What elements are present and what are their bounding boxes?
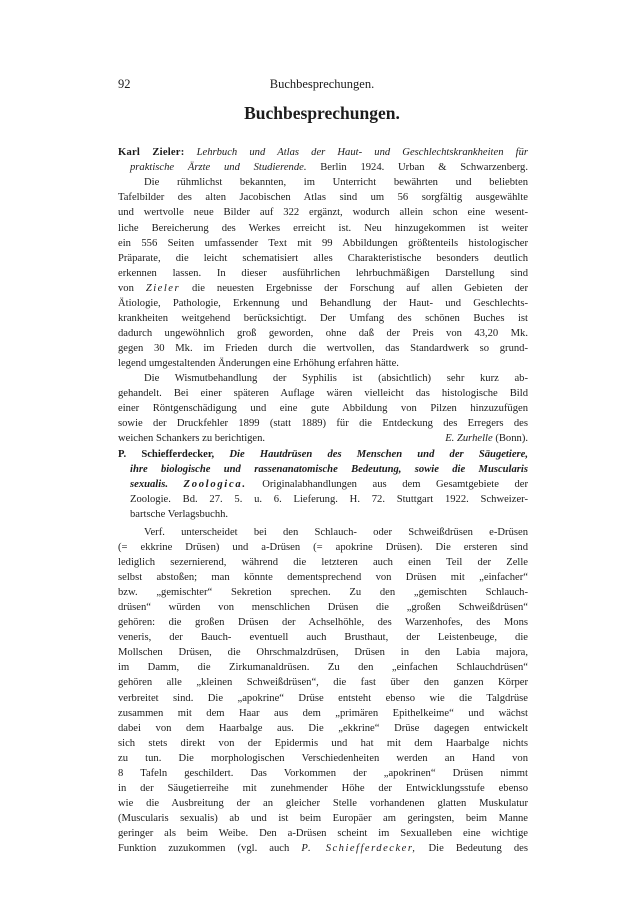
text-line: Funktion zuzukommen (vgl. auch P. Schiefferdecker, Die Bedeutung des bbox=[118, 842, 528, 854]
text-line: weichen Schankers zu berichtigen. E. Zurhelle (Bonn). bbox=[118, 431, 528, 446]
publication-details: Zoologie. Bd. 27. 5. u. 6. Lieferung. H. 72. Stuttgart 1922. Schweizer- bbox=[130, 494, 528, 506]
review-paragraph bbox=[118, 371, 528, 446]
text-line: von Zieler die neuesten Ergebnisse der Forschung auf allen Gebieten der bbox=[118, 282, 528, 294]
text-line: und wertvolle neue Bilder auf 322 ergänzt, wodurch allein schon eine wesent- bbox=[118, 207, 528, 219]
text-line: erkennen lassen. In dieser ausführlichen lehrbuchmäßigen Darstellung sind bbox=[118, 267, 528, 279]
author-name: Zieler bbox=[145, 282, 181, 294]
text-line: Tafelbilder des alten Jacobischen Atlas sind um 56 sorgfältig ausgewählte bbox=[118, 192, 528, 204]
text-line: Mollschen Drüsen, die Ohrschmalzdrüsen, Drüsen in den Labia majora, bbox=[118, 647, 528, 659]
text-line: zu tun. Die morphologischen Verschiedenheiten werden an Hand von bbox=[118, 752, 528, 764]
text-line: verbreitet sind. Die „apokrine“ Drüse entsteht ebenso wie die Talgdrüse bbox=[118, 692, 528, 704]
review-author: Karl Zieler: bbox=[118, 147, 185, 158]
text-line: liche Bereicherung des Werkes erreicht ist. Neu hinzugekommen ist weiter bbox=[118, 222, 528, 234]
text-line: in der Säugetierreihe mit zunehmender Höhe der Entwicklungsstufe ebenso bbox=[118, 782, 528, 794]
text-line: 8 Tafeln geschildert. Das Vorkommen der „apokrinen“ Drüsen nimmt bbox=[118, 767, 528, 779]
text-line: selbst abstoßen; man könnte dementsprechend von Drüsen mit „einfacher“ bbox=[118, 572, 528, 584]
text-line: krankheiten weitgehend berücksichtigt. Der Umfang des schönen Buches ist bbox=[118, 312, 528, 324]
review-book-title: Die Hautdrüsen des Menschen und der Säugetiere, bbox=[229, 449, 528, 460]
text-line: im Damm, die Zirkumanaldrüsen. Zu den „einfachen Schlauchdrüsen“ bbox=[118, 662, 528, 674]
review-book-title: Lehrbuch und Atlas der Haut- und Geschlechtskrankheiten für bbox=[196, 147, 529, 158]
review-book-title-cont: ihre biologische und rassenanatomische Bedeutung, sowie die Muscularis bbox=[130, 464, 528, 476]
text-line: veneris, der Bauch- eventuell auch Brusthaut, der Leistenbeuge, die bbox=[118, 632, 528, 644]
text-line: Die rühmlichst bekannten, im Unterricht bewährten und beliebten bbox=[144, 177, 528, 189]
text-line: wie die Ausbreitung der an gleicher Stelle vorhandenen glatten Muskulatur bbox=[118, 797, 528, 809]
review-zieler bbox=[118, 145, 528, 446]
text-line: legend umgestaltenden Änderungen eine Erhöhung erfahren hätte. bbox=[118, 357, 399, 369]
text-line: Präparate, die leicht schematisiert alles Charakteristische besonders deutlich bbox=[118, 252, 528, 264]
text-line: Die Wismutbehandlung der Syphilis ist (absichtlich) sehr kurz ab- bbox=[144, 372, 528, 384]
text-line: dadurch ungewöhnlich groß geworden, ohne daß der Preis von 43,20 Mk. bbox=[118, 327, 528, 339]
text-line: gehandelt. Bei einer späteren Auflage wären vielleicht das histologische Bild bbox=[118, 388, 528, 400]
review-heading bbox=[118, 145, 528, 175]
text-line: sich stets direkt von der Epidermis und hat mit dem Haarbalge nichts bbox=[118, 737, 528, 749]
text-line: dabei von dem Haarbalge aus. Die „ekkrine“ Drüse dagegen entwickelt bbox=[118, 722, 528, 734]
review-author: P. Schiefferdecker, bbox=[118, 449, 215, 460]
page-number: 92 bbox=[118, 77, 131, 91]
review-book-title-cont: sexualis. bbox=[130, 479, 168, 491]
text-line: geringer als beim Weibe. Den a-Drüsen scheint im Sexualleben eine wichtige bbox=[118, 827, 528, 839]
text-line: Ätiologie, Pathologie, Erkennung und Behandlung der Haut- und Geschlechts- bbox=[118, 297, 528, 309]
author-name: P. Schiefferdecker, bbox=[301, 842, 417, 854]
text-line: ein 556 Seiten umfassender Text mit 99 Abbildungen größtenteils histologischer bbox=[118, 237, 528, 249]
review-book-title-cont: praktische Ärzte und Studierende. bbox=[130, 162, 307, 174]
text-line: drüsen“ würden von menschlichen Drüsen die „großen Schweißdrüsen“ bbox=[118, 602, 528, 614]
text-line: (Muscularis sexualis) ab und ist beim Europäer am geringsten, beim Manne bbox=[118, 812, 528, 824]
review-paragraph bbox=[118, 175, 528, 371]
series-name: Zoologica. bbox=[183, 479, 247, 491]
section-title: Buchbesprechungen. bbox=[244, 103, 400, 123]
text-line: zusammen mit dem Haar aus dem „primären Epithelkeime“ und wächst bbox=[118, 707, 528, 719]
text-line: Verf. unterscheidet bei den Schlauch- oder Schweißdrüsen e-Drüsen bbox=[144, 527, 528, 538]
text-line: sowie der Druckfehler 1899 (statt 1889) für die Entdeckung des Erregers des bbox=[118, 418, 528, 430]
text-line: lediglich sezernierend, während die letzteren auch einen Teil der Zelle bbox=[118, 557, 528, 569]
running-title: Buchbesprechungen. bbox=[269, 77, 375, 91]
reviewer-signature: E. Zurhelle (Bonn). bbox=[445, 433, 528, 445]
review-schiefferdecker bbox=[118, 447, 528, 522]
review-body bbox=[118, 525, 528, 856]
series-subtitle: Originalabhandlungen aus dem Gesamtgebiete der bbox=[262, 479, 529, 491]
text-line: einer Röntgenschädigung und eine gute Abbildung von Pilzen hinzuzufügen bbox=[118, 403, 528, 415]
publisher: bartsche Verlagsbuchh. bbox=[130, 509, 229, 521]
text-line: gehören alle „kleinen Schweißdrüsen“, die fast über den ganzen Körper bbox=[118, 677, 528, 689]
text-line: gehören: die großen Drüsen der Achselhöhle, des Warzenhofes, des Mons bbox=[118, 617, 528, 629]
text-line: gegen 30 Mk. im Frieden durch die wertvollen, das Standardwerk so grund- bbox=[118, 342, 528, 354]
review-publisher: Berlin 1924. Urban & Schwarzenberg. bbox=[320, 162, 528, 174]
text-line: (= ekkrine Drüsen) und a-Drüsen (= apokrine Drüsen). Die ersteren sind bbox=[118, 542, 528, 554]
text-line: bzw. „gemischter“ Sekretion sprechen. Zu den „gemischten Schlauch- bbox=[118, 587, 528, 599]
